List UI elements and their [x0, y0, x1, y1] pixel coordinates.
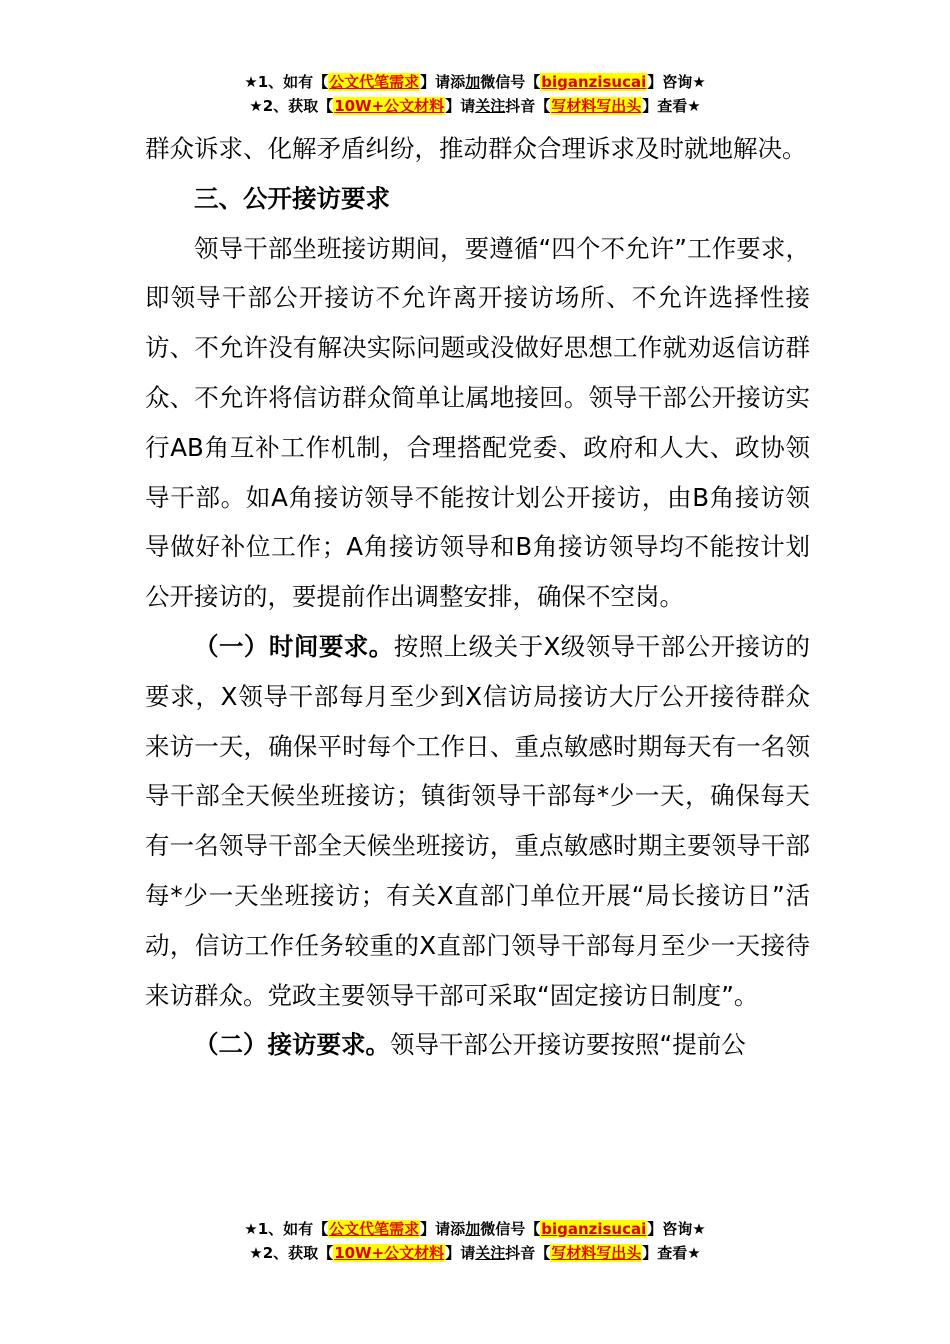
materials-highlight: 10W+公文材料	[334, 97, 445, 115]
footer-banner	[0, 1217, 950, 1265]
paragraph-reception-rules: 领导干部坐班接访期间，要遵循“四个不允许”工作要求，即领导干部公开接访不允许离开接访场所、不允许选择性接访、不允许没有解决实际问题或没做好思想工作就劝返信访群众、不允许将信访群众简单让属地接回。领导干部公开接访实行AB角互补工作机制，合理搭配党委、政府和人大、政协领导干部。如A角接访领导不能按计划公开接访，由B角接访领导做好补位工作；A角接访领导和B角接访领导均不能按计划公开接访的，要提前作出调整安排，确保不空岗。	[145, 233, 810, 612]
materials-highlight: 10W+公文材料	[334, 1244, 445, 1262]
douyin-account-highlight: 写材料写出头	[551, 1244, 642, 1262]
subheading-reception: （二）接访要求。	[194, 1030, 390, 1060]
douyin-account-highlight: 写材料写出头	[551, 97, 642, 115]
paragraph-time-requirements: （一）时间要求。按照上级关于X级领导干部公开接访的要求，X领导干部每月至少到X信访局接访大厅公开接待群众来访一天，确保平时每个工作日、重点敏感时期每天有一名领导干部全天候坐班接访；镇街领导干部每*少一天，确保每天有一名领导干部全天候坐班接访，重点敏感时期主要领导干部每*少一天坐班接访；有关X直部门单位开展“局长接访日”活动，信访工作任务较重的X直部门领导干部每月至少一天接待来访群众。党政主要领导干部可采取“固定接访日制度”。	[145, 631, 810, 1010]
document-body	[145, 124, 810, 1070]
ghostwriting-highlight: 公文代笔需求	[329, 73, 420, 91]
section-heading: 三、公开接访要求	[194, 183, 390, 213]
banner-line-2: ★2、获取【10W+公文材料】请关注抖音【写材料写出头】查看★	[249, 97, 701, 115]
header-banner	[0, 70, 950, 118]
wechat-id-highlight: biganzisucai	[541, 73, 647, 91]
banner-line-1: ★1、如有【公文代笔需求】请添加微信号【biganzisucai】咨询★	[244, 73, 706, 91]
continuation-paragraph: 群众诉求、化解矛盾纠纷，推动群众合理诉求及时就地解决。	[145, 134, 807, 163]
subheading-time: （一）时间要求。	[194, 631, 394, 661]
wechat-id-highlight: biganzisucai	[541, 1220, 647, 1238]
banner-line-1: ★1、如有【公文代笔需求】请添加微信号【biganzisucai】咨询★	[244, 1220, 706, 1238]
ghostwriting-highlight: 公文代笔需求	[329, 1220, 420, 1238]
banner-line-2: ★2、获取【10W+公文材料】请关注抖音【写材料写出头】查看★	[249, 1244, 701, 1262]
paragraph-reception-requirements: （二）接访要求。领导干部公开接访要按照“提前公	[194, 1030, 746, 1060]
